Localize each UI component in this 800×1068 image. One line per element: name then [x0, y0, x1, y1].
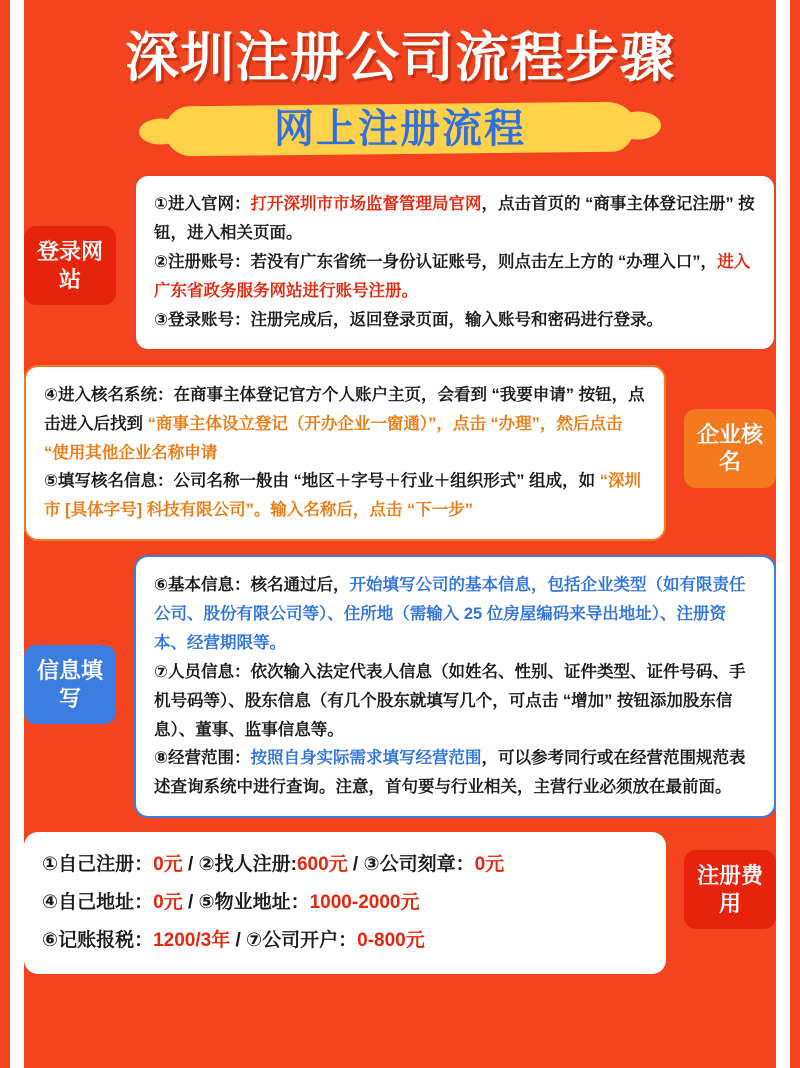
text-run: ⑤填写核名信息：公司名称一般由 “地区＋字号＋行业＋组织形式” 组成，如 — [44, 472, 600, 491]
text-run: “商事主体设立登记（开办企业一窗通）”，点击 “办理”，然后点击 “使用其他企业名称申请 — [44, 414, 623, 462]
section-tab-registration-fees — [684, 850, 776, 929]
section-tab-company-naming — [684, 409, 776, 488]
text-run: 0元 — [153, 854, 183, 876]
text-run: 按照自身实际需求填写经营范围 — [250, 749, 482, 768]
text-run: 开始填写公司的基本信息，包括企业类型（如有限责任公司、股份有限公司等）、住所地（需输入 25 位房屋编码来导出地址）、注册资本、经营期限等。 — [154, 576, 746, 652]
section-registration-fees — [24, 832, 776, 974]
section-line — [154, 306, 756, 335]
text-run: 1200/3年 — [153, 930, 231, 952]
text-run: 0元 — [153, 892, 183, 914]
fee-line — [42, 846, 648, 884]
text-run: / ⑦公司开户： — [230, 930, 358, 952]
text-run: ①自己注册： — [42, 854, 154, 876]
section-tab-fee-label: 注册费用 — [696, 863, 763, 916]
poster-header — [24, 0, 776, 160]
section-card-company-naming — [24, 365, 666, 541]
text-run: ⑥基本信息：核名通过后， — [154, 576, 350, 595]
section-line — [154, 658, 756, 745]
text-run: ④进入核名系统：在商事主体登记官方个人账户主页，会看到 “我要申请” 按钮，点击进入后找到 — [44, 385, 645, 433]
text-run: 打开深圳市市场监督管理局官网 — [250, 195, 482, 214]
text-run: ，点击首页的 “商事主体登记注册” 按钮，进入相关页面。 — [154, 195, 755, 243]
section-card-registration-fees — [24, 832, 666, 974]
section-line — [154, 744, 756, 802]
text-run: 0元 — [474, 854, 505, 876]
text-run: “深圳市 [具体字号] 科技有限公司”。输入名称后，点击 “下一步” — [44, 472, 641, 520]
text-run: 进入广东省政务服务网站进行账号注册。 — [154, 253, 751, 301]
section-card-information-filling — [134, 555, 776, 818]
section-line — [154, 571, 756, 658]
text-run: ⑧经营范围： — [154, 749, 251, 768]
text-run: / ③公司刻章： — [347, 854, 475, 876]
section-company-naming — [24, 365, 776, 541]
section-line — [154, 248, 756, 306]
text-run: ⑦人员信息：依次输入法定代表人信息（如姓名、性别、证件类型、证件号码、手机号码等）、股东信息（有几个股东就填写几个，可点击 “增加” 按钮添加股东信息）、董事、监事信息等。 — [154, 662, 746, 739]
right-rail-decoration — [776, 0, 790, 1068]
section-tab-info-label: 信息填写 — [36, 658, 103, 711]
text-run: ，可以参考同行或在经营范围规范表述查询系统中进行查询。注意，首句要与行业相关，主营行业必须放在最前面。 — [154, 749, 746, 797]
text-run: 600元 — [296, 854, 348, 876]
poster-subtitle-band — [165, 98, 635, 160]
text-run: / ②找人注册: — [182, 854, 297, 876]
text-run: ①进入官网： — [154, 195, 251, 214]
text-run: ②注册账号：若没有广东省统一身份认证账号，则点击左上方的 “办理入口”， — [154, 253, 718, 272]
section-tab-login-label: 登录网站 — [36, 239, 103, 292]
text-run: ③登录账号：注册完成后，返回登录页面，输入账号和密码进行登录。 — [154, 310, 663, 329]
section-line — [44, 381, 646, 468]
fee-line — [42, 884, 648, 922]
section-information-filling — [24, 555, 776, 818]
section-tab-login-website — [24, 226, 116, 305]
section-login-website — [24, 174, 776, 350]
section-line — [154, 190, 756, 248]
text-run: / ⑤物业地址： — [182, 892, 310, 914]
poster-title: 深圳注册公司流程步骤 — [125, 28, 675, 88]
text-run: ④自己地址： — [42, 892, 154, 914]
section-card-login-website — [134, 174, 776, 350]
section-line — [44, 467, 646, 525]
text-run: ⑥记账报税： — [42, 930, 154, 952]
text-run: 1000-2000元 — [309, 892, 420, 914]
poster-subtitle: 网上注册流程 — [274, 107, 526, 152]
section-tab-information-filling — [24, 645, 116, 724]
text-run: 0-800元 — [357, 930, 425, 952]
fee-line — [42, 922, 648, 960]
left-rail-decoration — [10, 0, 24, 1068]
section-tab-naming-label: 企业核名 — [696, 421, 763, 475]
